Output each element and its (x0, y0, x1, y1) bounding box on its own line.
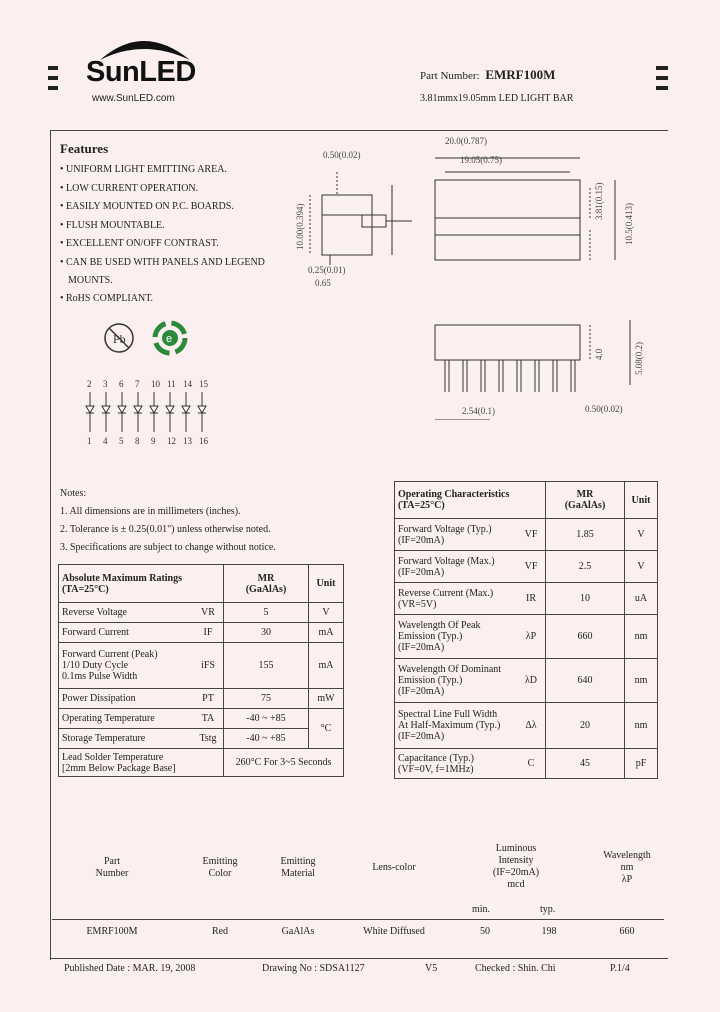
abs-max-param: Forward Current (59, 623, 194, 643)
sel-wave: 660 (619, 926, 635, 937)
lead-pin (499, 360, 503, 392)
op-char-unit: uA (625, 583, 658, 615)
circuit-pin-top: 7 (135, 379, 140, 389)
selection-table (52, 840, 664, 940)
op-char-value: 45 (546, 749, 625, 779)
abs-max-symbol: IF (193, 623, 224, 643)
abs-max-param: Operating Temperature (59, 709, 194, 729)
op-char-row (395, 519, 658, 551)
dim-lead-thickness: 0.25(0.01) (308, 265, 346, 275)
dim-pin-pitch: 2.54(0.1) (462, 406, 495, 416)
diode-icon (198, 406, 206, 413)
op-char-unit: V (625, 519, 658, 551)
abs-max-unit: V (309, 603, 344, 623)
op-char-symbol: IR (517, 583, 546, 615)
notes-title: Notes: (60, 488, 87, 499)
op-char-table (394, 481, 658, 779)
feature-item: • CAN BE USED WITH PANELS AND LEGEND MOUNTS. (60, 256, 265, 286)
op-char-unit: pF (625, 749, 658, 779)
op-char-param: Capacitance (Typ.) (VF=0V, f=1MHz) (395, 749, 518, 779)
notes-block (60, 485, 276, 557)
abs-max-row (59, 623, 344, 643)
abs-max-symbol: iFS (193, 643, 224, 689)
dim-top-total: 20.0(0.787) (445, 136, 487, 146)
op-char-symbol: Δλ (517, 703, 546, 749)
abs-max-mr-header: MR (GaAlAs) (224, 565, 309, 603)
sel-header-wavelength: Wavelength nm λP (603, 850, 651, 885)
abs-max-table (58, 564, 344, 777)
op-char-row (395, 703, 658, 749)
op-char-param: Wavelength Of Dominant Emission (Typ.) (IF=20mA) (395, 659, 518, 703)
op-char-row (395, 749, 658, 779)
sel-material: GaAlAs (281, 926, 315, 937)
abs-max-param: Storage Temperature (59, 729, 194, 749)
sel-typ: 198 (541, 926, 557, 937)
abs-max-param: Forward Current (Peak) 1/10 Duty Cycle 0.1ms Pulse Width (59, 643, 194, 689)
op-char-symbol: λP (517, 615, 546, 659)
footer-page: P.1/4 (610, 963, 630, 974)
op-char-param: Reverse Current (Max.) (VR=5V) (395, 583, 518, 615)
sel-header-intensity: Luminous Intensity (IF=20mA) mcd (492, 843, 540, 890)
op-char-unit: V (625, 551, 658, 583)
circuit-pin-bottom: 13 (183, 436, 192, 446)
op-char-symbol: C (517, 749, 546, 779)
op-char-param: Forward Voltage (Typ.) (IF=20mA) (395, 519, 518, 551)
footer-checked: Checked : Shin. Chi (475, 963, 556, 974)
circuit-pin-top: 11 (167, 379, 176, 389)
circuit-pin-bottom: 1 (87, 436, 92, 446)
abs-max-row (59, 709, 344, 729)
abs-max-value: 5 (224, 603, 309, 623)
circuit-pin-bottom: 16 (199, 436, 208, 446)
svg-text:Pb: Pb (113, 332, 126, 346)
feature-item: • UNIFORM LIGHT EMITTING AREA. (60, 164, 227, 175)
op-char-unit: nm (625, 659, 658, 703)
lead-pin (553, 360, 557, 392)
mechanical-drawing (290, 130, 668, 420)
dim-top-inner: 19.05(0.75) (460, 155, 502, 165)
diode-icon (134, 406, 142, 413)
circuit-diagram (80, 376, 230, 448)
op-char-param: Forward Voltage (Max.) (IF=20mA) (395, 551, 518, 583)
op-char-unit-header: Unit (625, 482, 658, 519)
circuit-pin-top: 2 (87, 379, 92, 389)
op-char-row (395, 659, 658, 703)
op-char-row (395, 583, 658, 615)
lead-pin (463, 360, 467, 392)
lead-pin (535, 360, 539, 392)
abs-max-row (59, 643, 344, 689)
sel-min-label: min. (472, 904, 491, 915)
diode-icon (166, 406, 174, 413)
op-char-symbol: VF (517, 551, 546, 583)
footer-version: V5 (425, 963, 438, 974)
op-char-row (395, 551, 658, 583)
circuit-pin-bottom: 4 (103, 436, 108, 446)
op-char-header: Operating Characteristics (TA=25°C) (395, 482, 546, 519)
features-list (60, 161, 300, 308)
feature-item: • RoHS COMPLIANT. (60, 292, 154, 304)
circuit-pin-bottom: 9 (151, 436, 156, 446)
op-char-value: 2.5 (546, 551, 625, 583)
note-item: 1. All dimensions are in millimeters (inches). (60, 506, 241, 517)
op-char-row (395, 615, 658, 659)
abs-max-symbol: VR (193, 603, 224, 623)
footer-rule (50, 958, 668, 959)
sel-color: Red (211, 926, 229, 937)
op-char-value: 660 (546, 615, 625, 659)
dim-bottom-total: 5.08(0.2) (634, 342, 644, 375)
dim-front-height: 10.5(0.413) (624, 203, 634, 245)
part-number-value: EMRF100M (485, 67, 556, 82)
abs-max-unit-header: Unit (309, 565, 344, 603)
abs-max-unit: °C (309, 709, 344, 749)
op-char-symbol: VF (517, 519, 546, 551)
sel-rule (52, 919, 664, 920)
abs-max-header: Absolute Maximum Ratings (TA=25°C) (59, 565, 224, 603)
part-number-heading (420, 68, 555, 83)
circuit-pin-top: 10 (151, 379, 160, 389)
circuit-pin-bottom: 5 (119, 436, 124, 446)
feature-item: • FLUSH MOUNTABLE. (60, 219, 165, 231)
abs-max-symbol: Tstg (193, 729, 224, 749)
diode-icon (182, 406, 190, 413)
dim-bottom-height: 4.0 (594, 348, 604, 360)
sel-header-part: Part Number (95, 856, 129, 879)
circuit-pin-top: 14 (183, 379, 192, 389)
dim-pin-width: 0.50(0.02) (585, 404, 623, 414)
abs-max-value: 30 (224, 623, 309, 643)
lead-pin (481, 360, 485, 392)
right-edge-marks (656, 66, 668, 96)
op-char-param: Wavelength Of Peak Emission (Typ.) (IF=20mA) (395, 615, 518, 659)
op-char-mr-header: MR (GaAlAs) (546, 482, 625, 519)
diode-icon (118, 406, 126, 413)
abs-max-symbol: PT (193, 689, 224, 709)
dim-side-height: 10.00(0.394) (295, 203, 305, 250)
op-char-unit: nm (625, 703, 658, 749)
features-title: Features (60, 141, 109, 156)
circuit-pin-bottom: 8 (135, 436, 140, 446)
sel-min: 50 (480, 926, 490, 937)
frame-left-rule (50, 130, 51, 960)
abs-max-unit: mA (309, 623, 344, 643)
diode-icon (102, 406, 110, 413)
op-char-value: 640 (546, 659, 625, 703)
op-char-symbol: λD (517, 659, 546, 703)
abs-max-symbol: TA (193, 709, 224, 729)
abs-max-value: 75 (224, 689, 309, 709)
part-number-label: Part Number: (420, 70, 480, 82)
op-char-value: 20 (546, 703, 625, 749)
lead-pin (445, 360, 449, 392)
abs-max-unit: mA (309, 643, 344, 689)
footer-drawing-no: Drawing No : SDSA1127 (262, 963, 365, 974)
abs-max-value: -40 ~ +85 (224, 729, 309, 749)
abs-max-value: -40 ~ +85 (224, 709, 309, 729)
feature-item: • EXCELLENT ON/OFF CONTRAST. (60, 238, 219, 249)
op-char-param: Spectral Line Full Width At Half-Maximum (Typ.) (IF=20mA) (395, 703, 518, 749)
circuit-pin-bottom: 12 (167, 436, 176, 446)
sel-lens: White Diffused (363, 926, 425, 937)
lead-pin (571, 360, 575, 392)
solder-param: Lead Solder Temperature [2mm Below Package Base] (59, 749, 224, 777)
diode-icon (150, 406, 158, 413)
abs-max-param: Power Dissipation (59, 689, 194, 709)
op-char-value: 10 (546, 583, 625, 615)
feature-item: • EASILY MOUNTED ON P.C. BOARDS. (60, 201, 234, 212)
circuit-pin-top: 15 (199, 379, 208, 389)
sel-header-color: Emitting Color (202, 856, 238, 879)
abs-max-param: Reverse Voltage (59, 603, 194, 623)
dim-emitting-width: 3.81(0.15) (594, 182, 604, 220)
sel-typ-label: typ. (540, 904, 556, 915)
sel-header-material: Emitting Material (280, 856, 316, 879)
sel-header-lens: Lens-color (372, 862, 416, 873)
op-char-unit: nm (625, 615, 658, 659)
diode-icon (86, 406, 94, 413)
left-edge-marks (48, 66, 58, 96)
circuit-pin-top: 3 (103, 379, 108, 389)
abs-max-unit: mW (309, 689, 344, 709)
abs-max-row (59, 603, 344, 623)
feature-item: • LOW CURRENT OPERATION. (60, 182, 199, 194)
brand-logo: SunLED (86, 56, 196, 88)
rohs-recycle-icon (152, 320, 188, 356)
footer-published: Published Date : MAR. 19, 2008 (64, 963, 196, 974)
brand-url[interactable]: www.SunLED.com (92, 93, 175, 104)
op-char-value: 1.85 (546, 519, 625, 551)
pb-free-icon (103, 322, 135, 354)
product-subtitle: 3.81mmx19.05mm LED LIGHT BAR (420, 93, 574, 104)
dim-lead-width: 0.65 (315, 278, 331, 288)
lead-pin (517, 360, 521, 392)
abs-max-row (59, 729, 344, 749)
circuit-pin-top: 6 (119, 379, 124, 389)
sel-part: EMRF100M (86, 926, 138, 937)
note-item: 2. Tolerance is ± 0.25(0.01") unless otherwise noted. (60, 524, 271, 535)
solder-value: 260°C For 3~5 Seconds (224, 749, 344, 777)
svg-text:e: e (166, 333, 173, 345)
dim-lead-pitch: 0.50(0.02) (323, 150, 361, 160)
abs-max-row (59, 689, 344, 709)
abs-max-value: 155 (224, 643, 309, 689)
note-item: 3. Specifications are subject to change without notice. (60, 542, 276, 553)
